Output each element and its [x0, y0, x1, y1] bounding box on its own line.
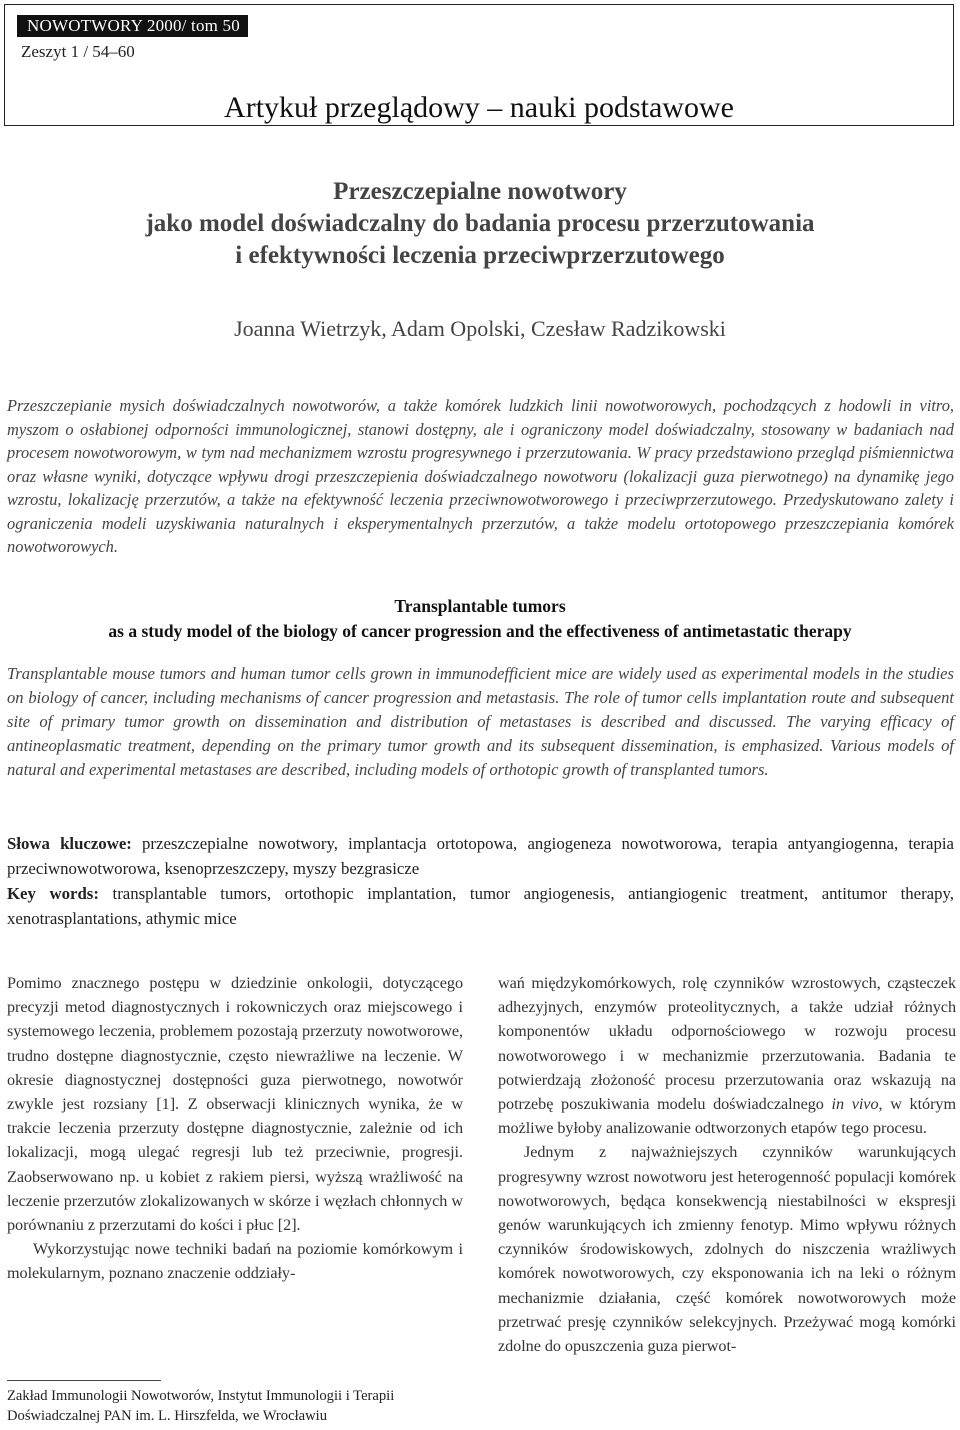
- article-section-type: Artykuł przeglądowy – nauki podstawowe: [224, 91, 734, 124]
- body-italic-text: in vivo: [831, 1095, 879, 1114]
- keywords-en: [7, 881, 954, 931]
- article-title-pl: [0, 176, 960, 272]
- title-en-line: as a study model of the biology of cancer progression and the effectiveness of antimetastatic therapy: [108, 621, 852, 641]
- affiliation-footnote: Zakład Immunologii Nowotworów, Instytut Immunologii i Terapii Doświadczalnej PAN im. L. Hirszfelda, we Wrocławiu: [7, 1388, 395, 1424]
- body-paragraph: Jednym z najważniejszych czynników warunkujących progresywny wzrost nowotworu jest heterogenność populacji komórek nowotworowych, będąca konsekwencją niestabilności w ekspresji genów warunkujących ich zmienny fenotyp. Mimo wpływu różnych czynników środowiskowych, zdolnych do niszczenia wrażliwych komórek nowotworowych, czy eksponowania ich na leki o różnym mechanizmie działania, część komórek nowotworowych może przetrwać presję czynników selekcyjnych. Przeżywać mogą komórki zdolne do opuszczenia guza pierwot-: [498, 1143, 956, 1356]
- authors: Joanna Wietrzyk, Adam Opolski, Czesław Radzikowski: [234, 316, 726, 341]
- title-en-line: Transplantable tumors: [394, 596, 566, 616]
- abstract-pl: Przeszczepianie mysich doświadczalnych nowotworów, a także komórek ludzkich linii nowotworowych, pochodzących z hodowli in vitro, myszom o osłabionej odporności immunologicznej, stanowi dostępny, ale i ograniczony model doświadczalny, stosowany w badaniach nad procesem nowotworowym, w tym nad mechanizmem wzrostu progresywnego i przerzutowania. W pracy przedstawiono przegląd piśmiennictwa oraz własne wyniki, dotyczące wpływu drogi przeszczepienia doświadczalnego nowotworu (lokalizacji guza pierwotnego) na dynamikę jego wzrostu, lokalizację przerzutów, a także na efektywność leczenia przeciwnowotworowego i przeciwprzerzutowego. Przedyskutowano zalety i ograniczenia modeli uzyskiwania naturalnych i eksperymentalnych przerzutów, a także modelu ortotopowego przeszczepiania komórek nowotworowych.: [7, 396, 954, 556]
- body-column-left: [7, 971, 463, 1286]
- journal-header: [4, 4, 954, 126]
- article-title-en: [0, 594, 960, 644]
- keywords-en-label: Key words:: [7, 884, 99, 903]
- keywords-en-text: transplantable tumors, ortothopic implantation, tumor angiogenesis, antiangiogenic treatment, antitumor therapy, xenotrasplantations, athymic mice: [7, 884, 954, 928]
- body-column-right: [498, 971, 956, 1358]
- abstract-en: Transplantable mouse tumors and human tumor cells grown in immunodefficient mice are widely used as experimental models in the studies on biology of cancer, including mechanisms of cancer progression and metastasis. The role of tumor cells implantation route and subsequent site of primary tumor growth on dissemination and distribution of metastases is described and discussed. The varying efficacy of antineoplasmatic treatment, depending on the primary tumor growth and its subsequent dissemination, is emphasized. Various models of natural and experimental metastases are described, including models of orthotopic growth of transplanted tumors.: [7, 664, 954, 779]
- keywords-pl: [7, 831, 954, 881]
- keywords-pl-label: Słowa kluczowe:: [7, 834, 132, 853]
- title-pl-line: jako model doświadczalny do badania procesu przerzutowania: [145, 210, 815, 237]
- body-text: wań międzykomórkowych, rolę czynników wzrostowych, cząsteczek adhezyjnych, enzymów proteolitycznych, a także udział różnych komponentów układu odpornościowego w rozwoju procesu nowotworowego i w mechanizmie przerzutowania. Badania te potwierdzają złożoność procesu przerzutowania oraz wskazują na potrzebę poszukiwania modelu doświadczalnego: [498, 974, 956, 1114]
- body-paragraph: Pomimo znacznego postępu w dziedzinie onkologii, dotyczącego precyzji metod diagnostycznych i rokowniczych oraz miejscowego i systemowego leczenia, problemem pozostają przerzuty nowotworowe, trudno dostępne diagnostycznie, często niewrażliwe na leczenie. W okresie diagnostycznej dostępności guza pierwotnego, nowotwór zwykle jest rozsiany [1]. Z obserwacji klinicznych wynika, że w trakcie leczenia przerzuty dostępne diagnostycznie, zależnie od ich lokalizacji, mogą ulegać regresji lub też przeciwnie, progresji. Zaobserwowano np. u kobiet z rakiem piersi, wyższą wrażliwość na leczenie przerzutów zlokalizowanych w skórze i węzłach chłonnych w porównaniu z przerzutami do kości i płuc [2].: [7, 974, 463, 1235]
- body-text: , w którym możliwe byłoby analizowanie odtworzonych etapów tego procesu.: [498, 1095, 957, 1138]
- body-paragraph: Wykorzystując nowe techniki badań na poziomie komórkowym i molekularnym, poznano znaczenie oddziały-: [7, 1240, 463, 1283]
- keywords-pl-text: przeszczepialne nowotwory, implantacja ortotopowa, angiogeneza nowotworowa, terapia antyangiogenna, terapia przeciwnowotworowa, ksenoprzeszczepy, myszy bezgrasicze: [7, 834, 954, 878]
- footnote-divider: [7, 1380, 161, 1381]
- body-paragraph: [498, 971, 956, 1140]
- title-pl-line: i efektywności leczenia przeciwprzerzutowego: [235, 242, 725, 269]
- journal-badge: NOWOTWORY 2000/ tom 50: [17, 15, 248, 37]
- title-pl-line: Przeszczepialne nowotwory: [333, 178, 627, 205]
- journal-issue: Zeszyt 1 / 54–60: [21, 42, 135, 61]
